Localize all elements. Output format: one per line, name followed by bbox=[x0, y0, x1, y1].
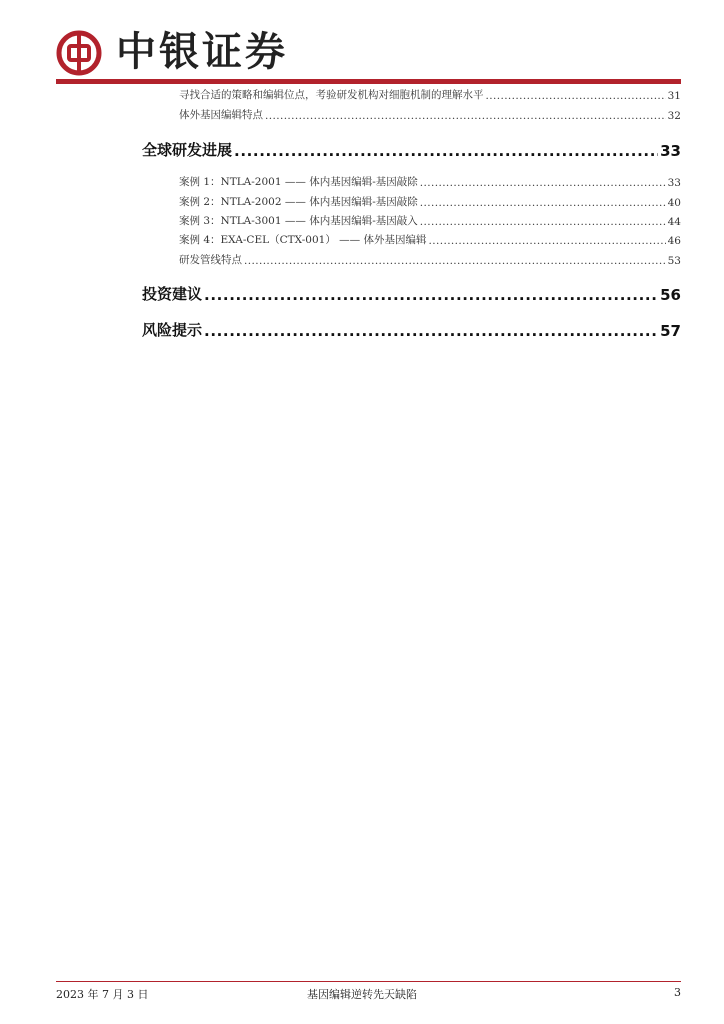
toc-leader-dots bbox=[420, 177, 666, 189]
toc-entry[interactable] bbox=[179, 175, 681, 189]
toc-entry[interactable] bbox=[179, 253, 681, 267]
toc-entry[interactable] bbox=[179, 88, 681, 102]
toc-entry-page: 53 bbox=[667, 255, 681, 267]
toc-entry-title: 案例 3：NTLA-3001 —— 体内基因编辑-基因敲入 bbox=[179, 215, 418, 227]
toc-leader-dots bbox=[486, 90, 666, 102]
toc-entry[interactable] bbox=[179, 195, 681, 209]
toc-section-title: 风险提示 bbox=[142, 321, 203, 339]
toc-leader-dots bbox=[420, 197, 666, 209]
toc-entry-title: 案例 2：NTLA-2002 —— 体内基因编辑-基因敲除 bbox=[179, 196, 418, 208]
toc-entry[interactable] bbox=[179, 233, 681, 247]
footer-divider bbox=[56, 981, 681, 982]
toc-leader-dots bbox=[429, 235, 666, 247]
toc-entry-title: 寻找合适的策略和编辑位点，考验研发机构对细胞机制的理解水平 bbox=[179, 89, 484, 101]
toc-entry-page: 40 bbox=[667, 197, 681, 209]
bank-of-china-logo-icon bbox=[56, 30, 102, 76]
toc-entry-page: 46 bbox=[667, 235, 681, 247]
toc-entry-title: 案例 4：EXA-CEL（CTX-001） —— 体外基因编辑 bbox=[179, 234, 427, 246]
header-divider bbox=[56, 79, 681, 84]
toc-entry-page: 33 bbox=[667, 177, 681, 189]
toc-entry[interactable] bbox=[179, 108, 681, 122]
toc-entry-title: 案例 1：NTLA-2001 —— 体内基因编辑-基因敲除 bbox=[179, 176, 418, 188]
toc-section[interactable] bbox=[142, 140, 681, 160]
toc-leader-dots bbox=[204, 286, 658, 304]
toc-entry[interactable] bbox=[179, 214, 681, 228]
toc-section-page: 57 bbox=[660, 322, 681, 340]
page-header bbox=[0, 0, 724, 86]
toc-section-page: 33 bbox=[660, 142, 681, 160]
footer-page-number: 3 bbox=[674, 986, 681, 999]
footer-date: 2023 年 7 月 3 日 bbox=[56, 988, 149, 1001]
toc-entry-title: 研发管线特点 bbox=[179, 254, 242, 266]
toc-leader-dots bbox=[265, 110, 666, 122]
toc-entry-page: 31 bbox=[667, 90, 681, 102]
toc-section[interactable] bbox=[142, 284, 681, 304]
brand-name: 中银证券 bbox=[116, 29, 288, 75]
toc-leader-dots bbox=[420, 216, 666, 228]
toc-section[interactable] bbox=[142, 320, 681, 340]
toc-section-title: 全球研发进展 bbox=[142, 141, 233, 159]
toc-entry-page: 32 bbox=[667, 110, 681, 122]
footer-report-title: 基因编辑逆转先天缺陷 bbox=[307, 988, 417, 1001]
toc-leader-dots bbox=[244, 255, 666, 267]
toc-leader-dots bbox=[234, 142, 658, 160]
toc-section-title: 投资建议 bbox=[142, 285, 203, 303]
toc-entry-title: 体外基因编辑特点 bbox=[179, 109, 263, 121]
toc-leader-dots bbox=[204, 322, 658, 340]
toc-section-page: 56 bbox=[660, 286, 681, 304]
toc-entry-page: 44 bbox=[667, 216, 681, 228]
